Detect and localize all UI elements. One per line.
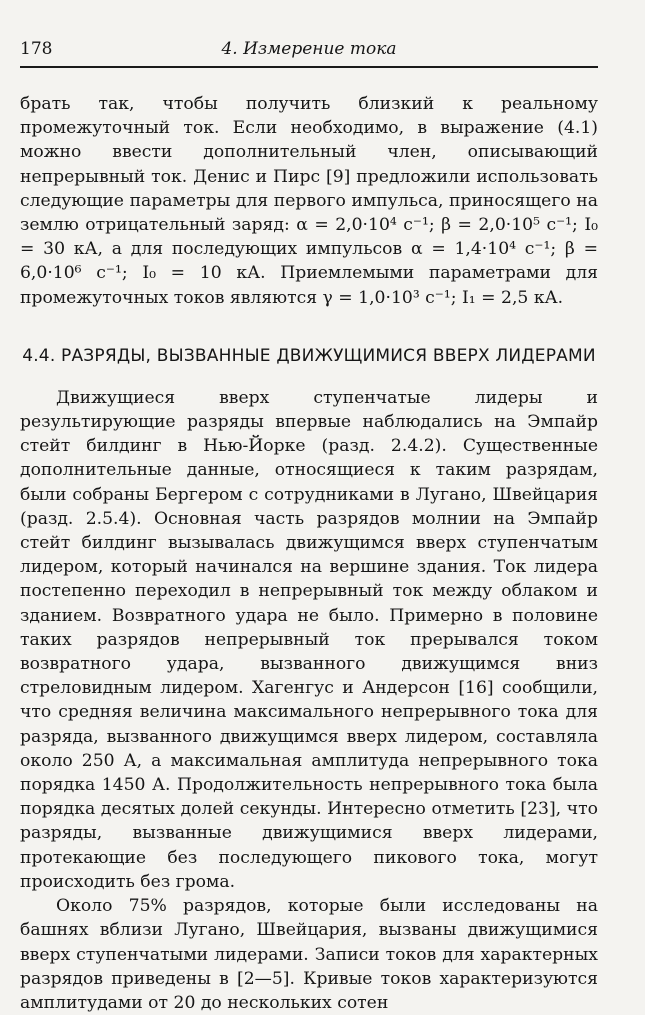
paragraph-upward-leaders: Движущиеся вверх ступенчатые лидеры и результирующие разряды впервые наблюдались на Эмпайр стейт билдинг в Нью-Йорке (разд. 2.4.2). Существенные дополнительные данные, относящиеся к таким разрядам, были собраны Бергером с сотрудниками в Лугано, Швейцария (разд. 2.5.4). Основная часть разрядов молнии на Эмпайр стейт билдинг вызывалась движущимся вверх ступенчатым лидером, который начинался на вершине здания. Ток лидера постепенно переходил в непрерывный ток между облаком и зданием. Возвратного удара не было. Примерно в половине таких разрядов непрерывный ток прерывался током возвратного удара, вызванного движущимся вниз стреловидным лидером. Хагенгус и Андерсон [16] сообщили, что средняя величина максимального непрерывного тока для разряда, вызванного движущимся вверх лидером, составляла около 250 А, а максимальная амплитуда непрерывного тока порядка 1450 А. Продолжительность непрерывного тока была порядка десятых долей секунды. Интересно отметить [23], что разряды, вызванные движущимися вверх лидерами, протекающие без последующего пикового тока, могут происходить без грома. [20, 387, 598, 892]
body-text [20, 92, 598, 1015]
running-title: 4. Измерение тока [221, 39, 397, 59]
page-number: 178 [20, 39, 53, 59]
book-page [20, 36, 598, 1013]
running-header [20, 36, 598, 68]
paragraph-lugano-towers: Около 75% разрядов, которые были исследованы на башнях вблизи Лугано, Швейцария, вызваны движущимися вверх ступенчатыми лидерами. Записи токов для характерных разрядов приведены в [2—5]. Кривые токов характеризуются амплитудами от 20 до нескольких сотен [20, 896, 598, 1013]
paragraph-formula-parameters: брать так, чтобы получить близкий к реальному промежуточный ток. Если необходимо, в выражение (4.1) можно ввести дополнительный член, описывающий непрерывный ток. Денис и Пирс [9] предложили использовать следующие параметры для первого импульса, приносящего на землю отрицательный заряд: α = 2,0·10⁴ с⁻¹; β = 2,0·10⁵ с⁻¹; I₀ = 30 кА, а для последующих импульсов α = 1,4·10⁴ с⁻¹; β = 6,0·10⁶ с⁻¹; I₀ = 10 кА. Приемлемыми параметрами для промежуточных токов являются γ = 1,0·10³ с⁻¹; I₁ = 2,5 кА. [20, 94, 598, 308]
section-heading: 4.4. РАЗРЯДЫ, ВЫЗВАННЫЕ ДВИЖУЩИМИСЯ ВВЕРХ ЛИДЕРАМИ [22, 345, 596, 366]
